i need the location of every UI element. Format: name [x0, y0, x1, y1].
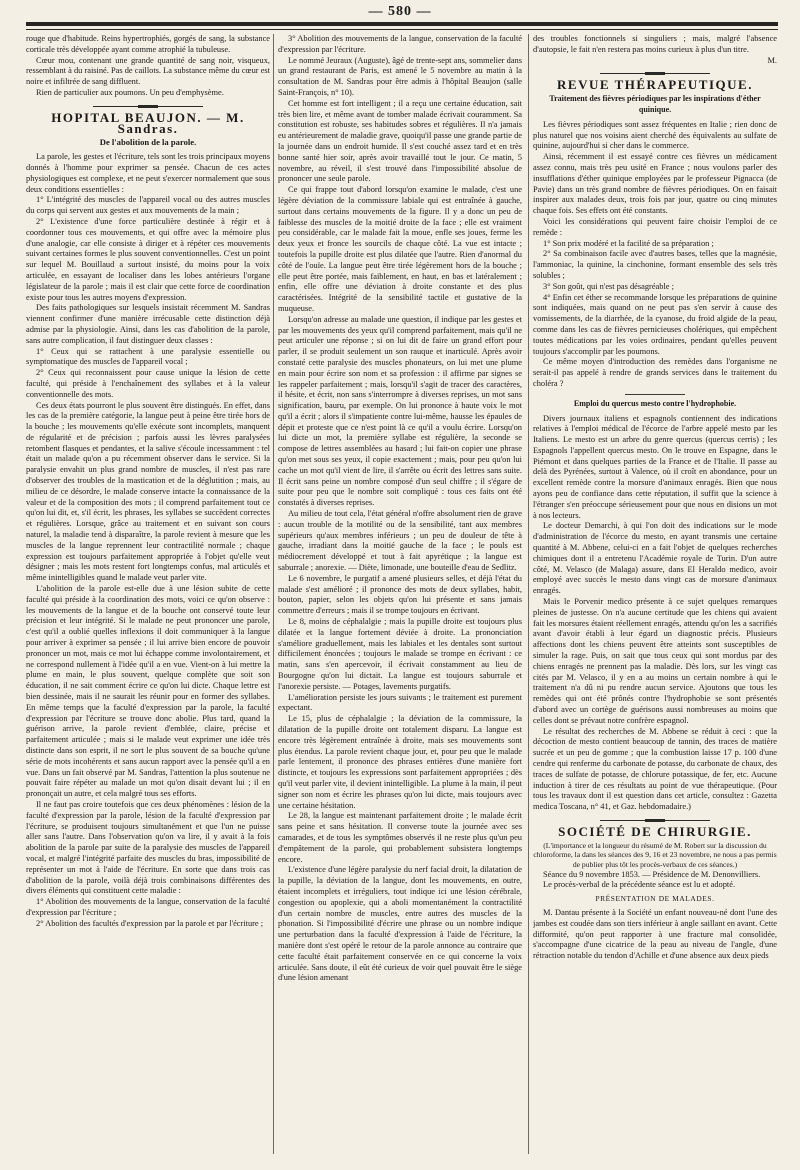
paragraph: L'amélioration persiste les jours suivants ; le traitement est purement expectant.: [278, 692, 522, 713]
page-number: — 580 —: [368, 4, 432, 19]
paragraph: L'abolition de la parole est-elle due à une lésion subite de cette faculté qui préside à la coordination des mots, voici ce qu'on observe : les mouvements de la langue et de la bouche ont conservé toute leur précision et leur intégrité. Si le malade ne peut prononcer une parole, c'est qu'il a oublié quelles inflexions il doit communiquer à la langue pour arriver à exprimer sa pensée ; il lui arrive bien encore de pouvoir prononcer un mot, mais ce mot lui échappe comme involontairement, et ne correspond nullement à l'idée qu'il a en vue. Vient-on à lui mettre la plume en main, le plus souvent, quelque complète que soit son éducation, il ne sait comment écrire ce qu'on lui dicte. Chaque lettre est bien dessinée, mais il ne saurait les réunir pour en former des syllabes. En même temps que la faculté d'expression par la parole, la faculté d'expression par l'écriture se trouve donc abolie. Plus tard, quand la guérison arrive, la parole revient d'emblée, claire, précise et parfaitement articulée ; mais si le malade veut exprimer une idée très distincte dans son esprit, il ne sort le plus souvent de sa bouche qu'une série de mots incohérents et sans aucun rapport avec la pensée qu'il a en vue. Dans un fait observé par M. Sandras, l'attention la plus soutenue ne pouvait faire répéter au malade un mot qu'on disait devant lui ; il en prononçait un autre, et cela malgré tous ses efforts.: [26, 584, 270, 799]
paragraph: 3° Abolition des mouvements de la langue, conservation de la faculté d'expression par l'écriture.: [278, 34, 522, 54]
paragraph: 1° Ceux qui se rattachent à une paralysie essentielle ou symptomatique des muscles de l'appareil vocal ;: [26, 346, 270, 367]
paragraph: des troubles fonctionnels si singuliers ; mais, malgré l'absence d'autopsie, le fait n'en restera pas moins curieux à plus d'un titre.: [533, 34, 777, 54]
paragraph: Rien de particulier aux poumons. Un peu d'emphysème.: [36, 87, 224, 97]
paragraph: Le 6 novembre, le purgatif a amené plusieurs selles, et déjà l'état du malade s'est amélioré ; il prononce des mots de deux syllabes, habit, bouton, papier, selon les objets qu'on lui présente et sans jamais commettre d'erreurs ; mais il se trompe toujours en écrivant.: [278, 573, 522, 616]
paragraph: L'existence d'une légère paralysie du nerf facial droit, la dilatation de la pupille, la déviation de la langue, dont les mouvements, en outre, étaient incomplets et irréguliers, tout indique ici une lésion cérébrale, congestion ou apoplexie, qui a aboli momentanément la contractilité d'un certain nombre de muscles, entre autres des muscles de la phonation. Si l'impossibilité d'écrire une phrase ou un nombre indique une perturbation dans la faculté d'expression à l'aide de l'écriture, la manière dont s'est opéré le retour de la parole annonce au contraire que cette faculté était parfaitement conservée en ce qui concerne la voix articulée. Sans doute, il eût été curieux de voir quel pouvait être le siège d'une lésion amenant: [278, 865, 522, 983]
minutes-line: Le procès-verbal de la précédente séance est lu et adopté.: [543, 880, 736, 890]
paragraph: Le nommé Jeuraux (Auguste), âgé de trente-sept ans, sommelier dans un grand restaurant de Paris, est amené le 5 novembre au matin à la consultation de M. Sandras pour être admis à l'hôpital Beaujon (salle Saint-François, n° 10).: [278, 55, 522, 97]
paragraph: Le résultat des recherches de M. Abbene se réduit à ceci : que la décoction de mesto contient beaucoup de tannin, des traces de matière sucrée et un peu de gomme ; que la combustion laisse 17 p. 100 d'une cendre qui renferme du carbonate de potasse, du carbonate de chaux, des traces de sulfate de potasse, de chlorure potassique, de fer, etc. Aucune induction à tirer de ces résultats au point de vue thérapeutique. (Pour tous les travaux dont il est question dans cet article, consultez : Gazetta medica Toscana, n° 41, et Gaz. hebdomadaire.): [533, 726, 777, 812]
paragraph: Le 8, moins de céphalalgie ; mais la pupille droite est toujours plus dilatée et la langue fortement déviée à droite. La prononciation s'améliore graduellement, mais les labiales et les dentales sont surtout difficilement énoncées ; toujours le malade se trompe en écrivant : ce matin, sans s'en apercevoir, il écrivait constamment au lieu de Bourgogne qu'on lui dictait. La langue est toujours saburrale et l'anorexie persiste. — Potages, lavements purgatifs.: [278, 617, 522, 691]
presentation-title: PRÉSENTATION DE MALADES.: [595, 894, 715, 904]
paragraph: Il ne faut pas croire toutefois que ces deux phénomènes : lésion de la faculté d'expression par la parole, lésion de la faculté d'expression par l'écriture, se produisent toujours simultanément et que l'un ne puisse aller sans l'autre. Dans l'observation qu'on va lire, il y avait à la fois abolition de la parole par suite de la paralysie des muscles de l'appareil vocal, et malgré l'intégrité parfaite des muscles du bras, impossibilité de représenter un mot à l'aide de l'écriture. En sorte que dans trois cas d'abolition de la parole, voilà déjà trois combinaisons différentes des divers éléments qui constituent cette maladie :: [26, 799, 270, 896]
paragraph: Mais le Porvenir medico présente à ce sujet quelques remarques pleines de justesse. On n'a aucune certitude que les chiens qui avaient fait les morsures étaient réellement enragés, attendu qu'on les a sacrifiés avant d'avoir établi à leur égard un diagnostic précis. Plusieurs affections dont les chiens peuvent être atteints sont susceptibles de simuler la rage. Puis, on sait que tous ceux qui sont mordus par des chiens enragés ne prennent pas la maladie. Dès lors, sur les vingt cas cités par M. Velasco, il y en a au moins un certain nombre à qui le traitement n'a dû ni pu rendre aucun service. Ajoutons que tous les remèdes qui ont été prônés contre l'hydrophobie se sont présentés d'abord avec un cortège de guérisons aussi nombreuses au moins que celles dont se prévaut notre confrère espagnol.: [533, 597, 777, 725]
paragraph: Le 15, plus de céphalalgie ; la déviation de la commissure, la dilatation de la pupille droite ont totalement disparu. La langue est encore très légèrement entraînée à droite, mais ses mouvements sont plus étendus. La parole revient chaque jour, et, pour peu que le malade parle lentement, il prononce des phrases entières d'une manière fort distincte, et toujours les expressions sont parfaitement appropriées ; dès qu'il veut parler vite, il devient inintelligible. La plume à la main, il peut signer son nom et écrire les phrases qu'on lui dicte, mais toujours avec une certaine hésitation.: [278, 714, 522, 810]
society-title: SOCIÉTÉ DE CHIRURGIE.: [558, 823, 752, 839]
paragraph: La parole, les gestes et l'écriture, tels sont les trois principaux moyens donnés à l'homme pour exprimer sa pensée. Chacun de ces actes physiologiques est complexe, et ne peut s'exercer normalement que sous deux conditions essentielles :: [26, 152, 270, 194]
small-rule: [625, 394, 685, 395]
column-1: [26, 34, 270, 1160]
paragraph: Voici les considérations qui peuvent faire choisir l'emploi de ce remède :: [533, 216, 777, 237]
paragraph: Cet homme est fort intelligent ; il a reçu une certaine éducation, sait très bien lire, et même avant de tomber malade écrivait couramment. Sa constitution est robuste, ses habitudes sobres et régulières. Il n'a jamais eu antérieurement de maladie grave, quoiqu'il passe une grande partie de la journée dans un endroit humide. Il s'est couché assez tard et en très bonne santé hier soir, après avoir travaillé tout le jour. Ce matin, 5 novembre, au réveil, il s'est trouvé dans l'impossibilité absolue de prononcer une seule parole.: [278, 98, 522, 184]
section-subtitle: De l'abolition de la parole.: [99, 137, 197, 148]
paragraph: Divers journaux italiens et espagnols contiennent des indications relatives à l'emploi médical de l'écorce de l'arbre appelé mesto par les Italiens. Le mesto est un arbre du genre quercus (quercus cerris) ; les Espagnols l'appellent quercus mesto. On le trouve en Espagne, dans le Piémont et dans quelques parties de la France et de l'Italie. Il passe au delà des Pyrénées, surtout à Valence, où il croît en abondance, pour un excellent remède contre la morsure d'animaux enragés. Bien que nous ayons peu de confiance dans cette réputation, il suffit que la science à l'étranger s'en préoccupe sérieusement pour que nous en disions un mot à nos lecteurs.: [533, 413, 777, 520]
paragraph: 1° Son prix modéré et la facilité de sa préparation ;: [543, 238, 714, 248]
paragraph: Des faits pathologiques sur lesquels insistait récemment M. Sandras viennent confirmer d'une manière irrécusable cette distinction déjà admise par la physiologie. Ainsi, dans les cas d'abolition de la parole, sans autre complication, il faut distinguer deux classes :: [26, 303, 270, 345]
top-rule: [26, 22, 778, 26]
paragraph: 3° Son goût, qui n'est pas désagréable ;: [543, 281, 674, 291]
paragraph: 1° Abolition des mouvements de la langue, conservation de la faculté d'expression par l'écriture ;: [26, 897, 270, 917]
paragraph: Ce qui frappe tout d'abord lorsqu'on examine le malade, c'est une légère déviation de la commissure labiale qui est entraînée à gauche, surtout dans certains mouvements de la figure. Il y a donc un peu de faiblesse des muscles de la moitié droite de la face ; elle est vraiment peu considérable, car le malade fait la moue, enfle ses joues, ferme les deux yeux et fronce les sourcils de chaque côté. La vue est intacte ; toutefois la pupille droite est plus dilatée que l'autre. Rien d'anormal du côté de l'ouïe. La langue peut être tirée légèrement hors de la bouche ; elle peut être portée, mais faiblement, en haut, en bas et latéralement ; enfin, elle offre une déviation à droite constante et des plus caractérisées. Intégrité de la sensibilité tactile et gustative de la muqueuse.: [278, 185, 522, 313]
section-divider: [600, 819, 710, 822]
paragraph: 2° L'existence d'une force particulière destinée à régir et à coordonner tous ces mouvements, et qui offre avec la mémoire plus d'une analogie, car elle consiste à diriger et à répéter ces mouvements suivant certaines formes le plus souvent conventionnelles. C'est un point sur lequel M. Bouillaud a surtout insisté, du moins pour la voix articulée, en essayant de localiser dans les lobes antérieurs l'organe législateur de la parole ; mais il est clair que cette force de coordination existe pour tous les autres moyens d'expression.: [26, 216, 270, 302]
paragraph: 2° Sa combinaison facile avec d'autres bases, telles que la magnésie, l'ammoniac, la quinine, la cinchonine, formant ensemble des sels très solubles ;: [533, 249, 777, 280]
paragraph: 1° L'intégrité des muscles de l'appareil vocal ou des autres muscles du corps qui servent aux gestes et aux mouvements de la main ;: [26, 195, 270, 216]
paragraph: Au milieu de tout cela, l'état général n'offre absolument rien de grave : aucun trouble de la motilité ou de la sensibilité, tant aux membres supérieurs qu'aux membres inférieurs ; un peu de douleur de tête à gauche, irradiant dans la moitié gauche de la face ; le pouls est médiocrement développé et tout à fait apyrétique ; la langue est saburrale ; anorexie. — Diète, limonade, une bouteille d'eau de Sedlitz.: [278, 509, 522, 573]
column-2: [278, 34, 522, 1160]
paragraph: Le 28, la langue est maintenant parfaitement droite ; le malade écrit sans peine et sans hésitation. Il converse toute la journée avec ses camarades, et de tous les symptômes observés il ne reste plus qu'un peu d'empâtement de la parole, qui probablement subsistera longtemps encore.: [278, 811, 522, 864]
column-rule-1: [273, 34, 274, 1154]
section-subtitle: Traitement des fièvres périodiques par les inspirations d'éther quinique.: [549, 94, 761, 114]
paragraph: 2° Ceux qui reconnaissent pour cause unique la lésion de cette faculté, qui préside à l'enchaînement des syllabes et à la valeur conventionnelle des mots.: [26, 368, 270, 399]
section-divider: [600, 72, 710, 75]
session-line: Séance du 9 novembre 1853. — Présidence de M. Denonvilliers.: [543, 869, 761, 879]
paragraph: Le docteur Demarchi, à qui l'on doit des indications sur le mode d'administration de l'écorce du mesto, en ayant transmis une certaine quantité à M. Abbene, celui-ci en a fait l'objet de quelques recherches chimiques dont il a entretenu l'Académie royale de Turin. D'un autre côté, M. Velasco (de Malaga) assure, dans El Heraldo medico, avoir employé avec succès le mesto dans vingt cas de morsure d'animaux enragés.: [533, 521, 777, 596]
paragraph: Ces deux états pourront le plus souvent être distingués. En effet, dans les cas de la première catégorie, la langue peut à peine être tirée hors de la bouche ; les mouvements qu'elle exécute sont incomplets, manquent de régularité et de précision ; parfois aussi les lèvres paralysées retombent flasques et pendantes, et la salive s'écoule incessamment : tel était un malade qu'on a pu récemment observer dans le service. Si la paralysie envahit un plus grand nombre de muscles, il n'est pas rare d'observer des troubles de la mastication et de la déglutition ; mais, au milieu de ce désordre, le malade conserve intacte la connaissance de la valeur et de la composition des mots ; il comprend parfaitement tout ce qu'on lui dit, et, s'il écrit, les phrases, les syllabes se succèdent correctes et régulières. Lorsque, grâce au traitement et en suivant son cours naturel, la maladie tend à disparaître, la parole revient à mesure que les muscles de la langue reprennent leur contractilité normale ; chaque expression est toujours parfaitement appropriée à l'objet qu'elle veut désigner ; mais les mots restent fort longtemps confus, mal articulés et même inintelligibles quand le malade veut parler vite.: [26, 400, 270, 583]
paragraph: M. Dantau présente à la Société un enfant nouveau-né dont l'une des jambes est coudée dans son tiers inférieur à angle saillant en avant. Cette difformité, qu'on peut rapporter à une fracture mal consolidée, s'accompagne d'une cicatrice de la peau au niveau de l'angle, d'une rétraction notable du tendon d'Achille et d'une absence aux deux pieds: [533, 907, 777, 961]
section-divider: [93, 105, 203, 108]
paragraph: rouge que d'habitude. Reins hypertrophiés, gorgés de sang, la substance corticale très développée ayant comme atrophié la tubuleuse.: [26, 34, 270, 54]
paragraph: Lorsqu'on adresse au malade une question, il indique par les gestes et par les mouvements des yeux qu'il comprend parfaitement, mais qu'il ne peut articuler une réponse ; si on lui dit de faire un grand effort pour parler, il se produit seulement un son rauque et inarticulé. Après avoir constaté cette paralysie des muscles phonateurs, on lui met une plume en main pour écrire son nom et sa profession : il affirme par signes se les rappeler parfaitement ; mais, lorsqu'il s'agit de tracer des caractères, il hésite, et écrit, non sans s'interrompre à diverses reprises, un mot sans signification, bauru, par exemple. On lui prononce à haute voix le mot qu'il a écrit ; alors il s'impatiente contre lui-même, hausse les épaules de dépit et proteste que ce n'est point là ce qu'il a voulu écrire. Lorsqu'on lui dicte un mot, la première syllabe est régulière, la seconde se compose de lettres assemblées au hasard ; lui fait-on copier une phrase qu'on met sous ses yeux, il copie exactement ; mais, pour peu qu'on lui cache un mot qu'il vient de lire, il s'arrête ou écrit des lettres sans suite. Il écrit sans peine un nombre composé d'un seul chiffre ; il s'égare de suite pour peu que le nombre soit compliqué : tous ces faits ont été constatés à diverses reprises.: [278, 314, 522, 508]
paragraph: Ce même moyen d'introduction des remèdes dans l'organisme ne serait-il pas appelé à rendre de grands services dans le traitement du choléra ?: [533, 357, 777, 388]
top-rule-thin: [26, 29, 778, 30]
column-3: [533, 34, 777, 1160]
column-rule-2: [528, 34, 529, 1154]
paragraph: Cœur mou, contenant une grande quantité de sang noir, visqueux, ressemblant à du raisiné. Pas de caillots. La substance même du cœur est noire et infiltrée de sang diffluent.: [26, 55, 270, 87]
section-title: HOPITAL BEAUJON. — M. Sandras.: [51, 109, 245, 136]
paragraph: 2° Abolition des facultés d'expression par la parole et par l'écriture ;: [36, 918, 264, 928]
paragraph: Ainsi, récemment il est essayé contre ces fièvres un médicament assez connu, mais très peu usité en France ; nous voulons parler des insufflations d'éther quinique employées par le professeur Pignacca (de Pavie) dans un très grand nombre de fièvres périodiques. On en faisait inspirer aux malades deux, trois fois par jour, quatre ou cinq minutes chaque fois. Ses effets ont été constants.: [533, 152, 777, 216]
section-title: REVUE THÉRAPEUTIQUE.: [557, 77, 753, 93]
signature: M.: [767, 55, 777, 65]
society-note: (L'importance et la longueur du résumé de M. Robert sur la discussion du chloroforme, la dans les séances des 9, 16 et 23 novembre, ne nous a pas permis de publier plus tôt les procès-verbaux de ces séances.): [533, 840, 777, 869]
subsection-title: Emploi du quercus mesto contre l'hydrophobie.: [573, 398, 737, 408]
paragraph: 4° Enfin cet éther se recommande lorsque les préparations de quinine sont indiquées, mais quand on ne peut pas s'en servir à cause des vomissements, de la diarrhée, de la cyanose, du froid algide de la peau, comme dans les cas de fièvres pernicieuses cholériques, qui empêchent toutes médications par les voies ordinaires, pendant qu'elles peuvent toujours s'accomplir par les poumons.: [533, 292, 777, 356]
paragraph: Les fièvres périodiques sont assez fréquentes en Italie ; rien donc de plus naturel que nos voisins aient cherché des équivalents au sulfate de quinine, aujourd'hui si cher dans le commerce.: [533, 119, 777, 151]
